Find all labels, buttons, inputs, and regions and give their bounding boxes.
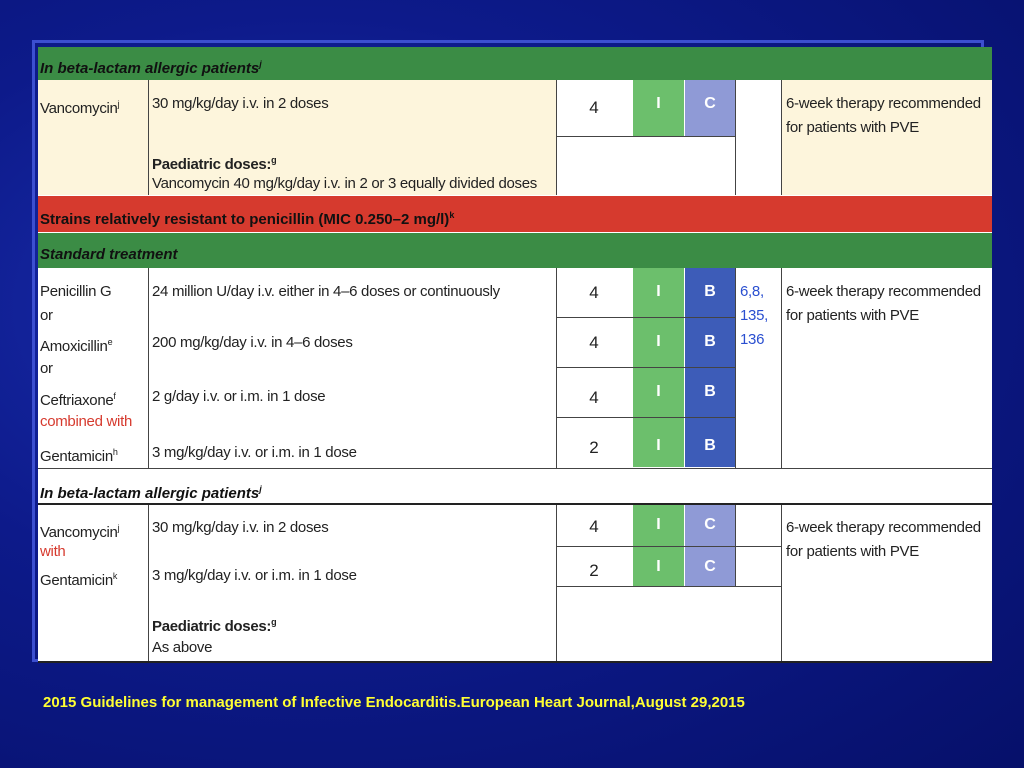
section3-paediatric-text: As above <box>152 639 213 656</box>
section3-drug-vancomycin: Vancomycin$^j$ <box>40 523 120 541</box>
section2-comment-line1: 6-week therapy recommended <box>786 283 981 300</box>
class-ceftriaxone: B <box>685 368 735 417</box>
level-amoxicillin: I <box>633 318 684 367</box>
dose-ceftriaxone: 2 g/day i.v. or i.m. in 1 dose <box>152 388 326 405</box>
section3-drug-gentamicin: Gentamicin$^k$ <box>40 571 118 589</box>
standard-treatment-band <box>38 233 992 268</box>
weeks-amoxicillin: 4 <box>589 333 599 352</box>
refs-line1: 6,8, <box>740 283 764 300</box>
section1-paediatric-label: Paediatric doses:$^g$ <box>152 155 277 173</box>
drug-gentamicin: Gentamicin$^h$ <box>40 447 118 465</box>
section3-level-vancomycin: I <box>633 505 684 546</box>
dose-amoxicillin: 200 mg/kg/day i.v. in 4–6 doses <box>152 334 353 351</box>
section3-comment-line2: for patients with PVE <box>786 543 919 560</box>
section1-level: I <box>633 80 684 136</box>
section1-paediatric-text: Vancomycin 40 mg/kg/day i.v. in 2 or 3 equally divided doses <box>152 175 537 192</box>
section3-paediatric-label: Paediatric doses:$^g$ <box>152 617 277 635</box>
source-caption: 2015 Guidelines for management of Infective Endocarditis.European Heart Journal,August 29,2015 <box>43 694 745 711</box>
section3-comment-line1: 6-week therapy recommended <box>786 519 981 536</box>
with-connector: with <box>40 543 66 560</box>
section3-class-vancomycin: C <box>685 505 735 546</box>
or-connector-2: or <box>40 360 53 377</box>
section1-comment-line2: for patients with PVE <box>786 119 919 136</box>
dose-gentamicin: 3 mg/kg/day i.v. or i.m. in 1 dose <box>152 444 357 461</box>
section3-weeks-gentamicin: 2 <box>589 561 599 580</box>
weeks-ceftriaxone: 4 <box>589 388 599 407</box>
section3-dose-vancomycin: 30 mg/kg/day i.v. in 2 doses <box>152 519 329 536</box>
refs-line3: 136 <box>740 331 765 348</box>
section1-comment-line1: 6-week therapy recommended <box>786 95 981 112</box>
standard-treatment-header: Standard treatment <box>40 246 178 263</box>
drug-ceftriaxone: Ceftriaxone$^f$ <box>40 391 116 409</box>
section1-header: In beta-lactam allergic patients$^j$ <box>40 59 262 77</box>
section3-weeks-vancomycin: 4 <box>589 517 599 536</box>
or-connector-1: or <box>40 307 53 324</box>
level-ceftriaxone: I <box>633 368 684 417</box>
section1-drug-name: Vancomycin$^j$ <box>40 99 120 117</box>
section3-level-gentamicin: I <box>633 547 684 586</box>
weeks-gentamicin: 2 <box>589 438 599 457</box>
level-gentamicin: I <box>633 418 684 467</box>
class-amoxicillin: B <box>685 318 735 367</box>
section3-class-gentamicin: C <box>685 547 735 586</box>
drug-amoxicillin: Amoxicillin$^e$ <box>40 337 113 355</box>
level-penicillin-g: I <box>633 268 684 317</box>
resistant-strains-header: Strains relatively resistant to penicillin (MIC 0.250–2 mg/l)$^k$ <box>40 210 455 228</box>
section2-comment-line2: for patients with PVE <box>786 307 919 324</box>
section3-header: In beta-lactam allergic patients$^j$ <box>40 484 262 502</box>
class-penicillin-g: B <box>685 268 735 317</box>
class-gentamicin: B <box>685 418 735 467</box>
drug-penicillin-g: Penicillin G <box>40 283 112 300</box>
section3-dose-gentamicin: 3 mg/kg/day i.v. or i.m. in 1 dose <box>152 567 357 584</box>
section1-weeks: 4 <box>589 98 599 117</box>
section1-class: C <box>685 80 735 136</box>
combined-with-connector: combined with <box>40 413 132 430</box>
weeks-penicillin-g: 4 <box>589 283 599 302</box>
dose-penicillin-g: 24 million U/day i.v. either in 4–6 doses or continuously <box>152 283 500 300</box>
section1-dose: 30 mg/kg/day i.v. in 2 doses <box>152 95 329 112</box>
refs-line2: 135, <box>740 307 768 324</box>
guideline-table <box>38 47 992 663</box>
